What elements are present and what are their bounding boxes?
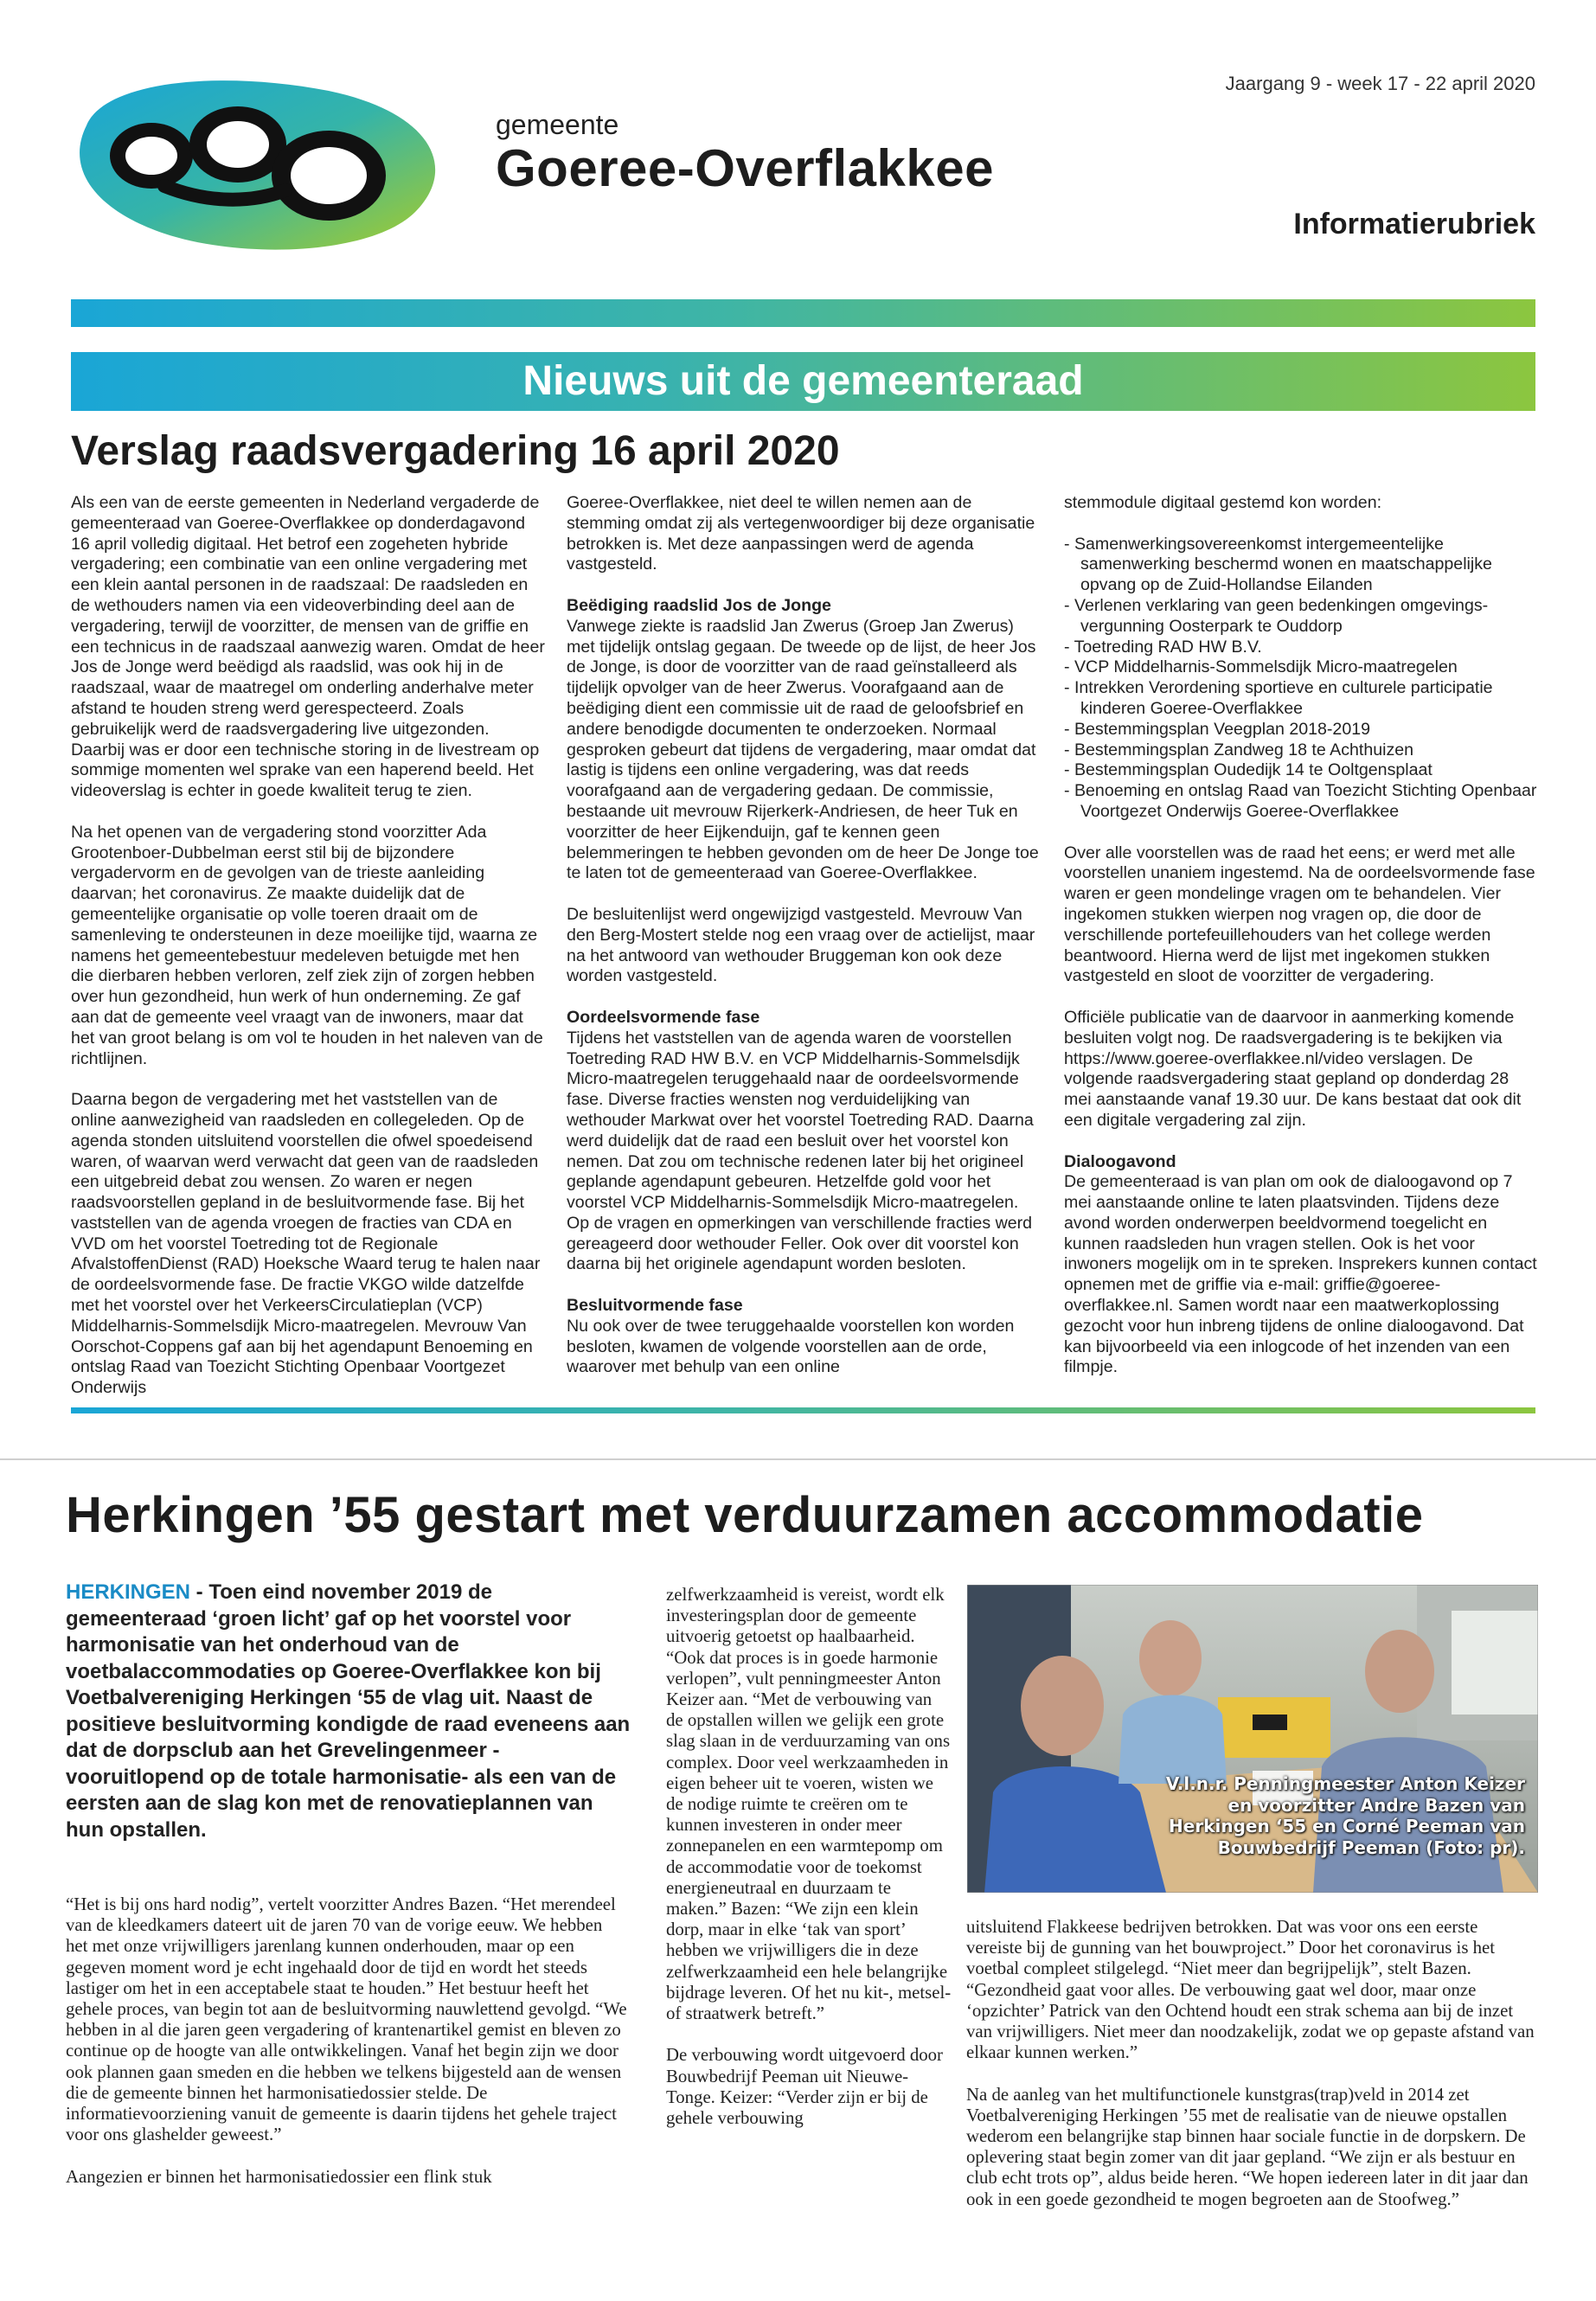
section-divider bbox=[0, 1458, 1596, 1460]
paragraph: “Het is bij ons hard nodig”, vertelt voorzitter Andres Bazen. “Het merendeel van de kleedkamers dateert uit de jaren 70 van de vorige eeuw. We hebben het met onze vrijwilligers jarenlang kunnen onderhouden, maar op een gegeven moment word je echt ingehaald door de tijd en wordt het steeds lastiger om het in een acceptabele staat te houden.” Het bestuur heeft het gehele proces, van begin tot aan de besluitvorming nauwlettend gevolgd. “We hebben in al die jaren geen vergadering of krantenartikel gemist en bleven zo continue op de hoogte van alle ontwikkelingen. Vanaf het begin zijn we door ook plannen gaan smeden en die hebben we telkens bijgesteld aan de wensen die de gemeente binnen het harmonisatiedossier stelde. De informatievoorziening vanuit de gemeente is daarin tijdens het gehele traject voor ons glashelder geweest.” bbox=[66, 1894, 627, 2145]
list-item: - Verlenen verklaring van geen bedenkingen omgevingsvergunning Oosterpark te Ouddorp bbox=[1064, 595, 1489, 636]
paragraph: stemmodule digitaal gestemd kon worden: bbox=[1064, 493, 1382, 512]
article1-column-3 bbox=[1064, 493, 1538, 1399]
paragraph: Goeree-Overflakkee, niet deel te willen nemen aan de stemming omdat zij als vertegenwoordiger bij deze organisatie betrokken is. Met deze aanpassingen werd de agenda vastgesteld. bbox=[567, 493, 1035, 574]
article2-title: Herkingen ’55 gestart met verduurzamen accommodatie bbox=[66, 1487, 1424, 1543]
list-item: - Intrekken Verordening sportieve en culturele participatie kinderen Goeree-Overflakkee bbox=[1064, 678, 1493, 718]
article1-column-2 bbox=[567, 493, 1042, 1399]
intro-text: - Toen eind november 2019 de gemeenteraad ‘groen licht’ gaf op het voorstel voor harmonisatie van het onderhoud van de voetbalaccommodaties op Goeree-Overflakkee kon bij Voetbalvereniging Herkingen ‘55 de vlag uit. Naast de positieve besluitvorming kondigde de raad eveneens aan dat de dorpsclub aan het Grevelingenmeer -vooruitlopend op de totale harmonisatie- als een van de eersten aan de slag kon met de renovatieplannen van hun opstallen. bbox=[66, 1580, 631, 1842]
paragraph: Daarna begon de vergadering met het vaststellen van de online aanwezigheid van raadsleden en collegeleden. Op de agenda stonden uitsluitend voorstellen die ofwel spoedeisend waren, of waarvan werd verwacht dat geen van de raadsleden een uitgebreid debat zou wensen. Zo waren er negen raadsvoorstellen gepland in de besluitvormende fase. Bij het vaststellen van de agenda vroegen de fracties van CDA en VVD om het voorstel Toetreding tot de Regionale AfvalstoffenDienst (RAD) Hoeksche Waard terug te halen naar de oordeelsvormende fase. De fractie VKGO wilde datzelfde met het voorstel over het VerkeersCirculatieplan (VCP) Middelharnis-Sommelsdijk Micro-maatregelen. Mevrouw Van Oorschot-Coppens gaf aan bij het agendapunt Benoeming en ontslag Raad van Toezicht Stichting Openbaar Voortgezet Onderwijs bbox=[71, 1090, 541, 1398]
org-label-small: gemeente bbox=[496, 109, 619, 140]
list-item: - Toetreding RAD HW B.V. bbox=[1064, 637, 1262, 657]
subheading: Beëdiging raadslid Jos de Jonge bbox=[567, 595, 831, 615]
paragraph: Officiële publicatie van de daarvoor in aanmerking komende besluiten volgt nog. De raadsvergadering is te bekijken via https://www.goeree-overflakkee.nl/video verslagen. De volgende raadsvergadering staat gepland op donderdag 28 mei aanstaande vanaf 19.30 uur. De kans bestaat dat ook dit een digitale vergadering zal zijn. bbox=[1064, 1007, 1522, 1130]
gradient-divider bbox=[71, 1407, 1535, 1413]
list-item: - VCP Middelharnis-Sommelsdijk Micro-maatregelen bbox=[1064, 657, 1458, 677]
paragraph: De gemeenteraad is van plan om ook de dialoogavond op 7 mei aanstaande online te laten plaatsvinden. Tijdens deze avond worden onderwerpen beeldvormend toegelicht en kunnen raadsleden hun vragen stellen. Ook is het voor inwoners mogelijk om in te spreken. Insprekers kunnen contact opnemen met de griffie via e-mail: griffie@goeree-overflakkee.nl. Samen wordt naar een maatwerkoplossing gezocht voor hun inbreng tijdens de online dialoogavond. Dat kan bijvoorbeeld via een inlogcode of het inzenden van een filmpje. bbox=[1064, 1172, 1537, 1377]
list-item: - Bestemmingsplan Oudedijk 14 te Ooltgensplaat bbox=[1064, 760, 1433, 780]
paragraph: Vanwege ziekte is raadslid Jan Zwerus (Groep Jan Zwerus) met tijdelijk ontslag gegaan. De tweede op de lijst, de heer Jos de Jonge, is door de voorzitter van de raad geïnstalleerd als tijdelijk opvolger van de heer Zwerus. Voorafgaand aan de beëdiging dient een commissie uit de raad de geloofsbrief en andere benodigde documenten te onderzoeken. Normaal gesproken gebeurt dat tijdens de vergadering, maar omdat dat lastig is tijdens een online vergadering, was dat reeds voorafgaand aan de vergadering gedaan. De commissie, bestaande uit mevrouw Rijerkerk-Andriesen, de heer Tuk en voorzitter de heer Eijkenduijn, gaf te kennen geen belemmeringen te hebben gevonden om de heer De Jonge toe te laten tot de gemeenteraad van Goeree-Overflakkee. bbox=[567, 616, 1039, 883]
issue-line: Jaargang 9 - week 17 - 22 april 2020 bbox=[1225, 73, 1535, 94]
paragraph: De verbouwing wordt uitgevoerd door Bouwbedrijf Peeman uit Nieuwe-Tonge. Keizer: “Verder zijn er bij de gehele verbouwing bbox=[666, 2045, 943, 2129]
list-item: - Bestemmingsplan Zandweg 18 te Achthuizen bbox=[1064, 740, 1414, 760]
paragraph: Over alle voorstellen was de raad het eens; er werd met alle voorstellen unaniem ingestemd. Na de oordeelsvormende fase waren er geen mondelinge vragen om te behandelen. Vier ingekomen stukken wierpen nog vragen op, die door de verschillende portefeuillehouders van het college werden beantwoord. Hierna werd de lijst met ingekomen stukken vastgesteld en sloot de voorzitter de vergadering. bbox=[1064, 843, 1535, 986]
list-item: - Bestemmingsplan Veegplan 2018-2019 bbox=[1064, 719, 1371, 739]
rubric-label: Informatierubriek bbox=[1293, 208, 1535, 240]
section-title: Nieuws uit de gemeenteraad bbox=[522, 358, 1084, 404]
photo-caption: V.l.n.r. Penningmeester Anton Keizer en voorzitter Andre Bazen van Herkingen ‘55 en Corné Peeman van Bouwbedrijf Peeman (Foto: pr). bbox=[1165, 1773, 1525, 1858]
paragraph: Na de aanleg van het multifunctionele kunstgras(trap)veld in 2014 zet Voetbalvereniging Herkingen ’55 met de realisatie van de nieuwe opstallen wederom een belangrijke stap binnen haar sociale functie in de dorpskern. De oplevering staat begin zomer van dit jaar gepland. “We zijn er als bestuur en club echt trots op”, aldus beide heren. “We hopen iedereen later in dit jaar dan ook in een goede gezondheid te mogen begroeten aan de Stoofweg.” bbox=[966, 2084, 1529, 2209]
article2-column-1 bbox=[66, 1894, 628, 2208]
subheading: Besluitvormende fase bbox=[567, 1296, 743, 1316]
paragraph: Aangezien er binnen het harmonisatiedossier een flink stuk bbox=[66, 2166, 492, 2187]
gradient-bar bbox=[71, 299, 1535, 327]
subheading: Dialoogavond bbox=[1064, 1151, 1176, 1171]
paragraph: Nu ook over de twee teruggehaalde voorstellen kon worden besloten, kwamen de volgende voorstellen aan de orde, waarover met behulp van een online bbox=[567, 1316, 1015, 1377]
article1-column-1 bbox=[71, 493, 547, 1420]
list-item: - Samenwerkingsovereenkomst intergemeentelijke samenwerking beschermd wonen en maatschappelijke opvang op de Zuid-Hollandse Eilanden bbox=[1064, 534, 1492, 595]
article2-column-2 bbox=[666, 1585, 952, 2150]
org-name: Goeree-Overflakkee bbox=[496, 139, 995, 197]
subheading: Oordeelsvormende fase bbox=[567, 1007, 760, 1027]
list-item: - Benoeming en ontslag Raad van Toezicht Stichting Openbaar Voortgezet Onderwijs Goeree-Overflakkee bbox=[1064, 781, 1537, 821]
paragraph: Tijdens het vaststellen van de agenda waren de voorstellen Toetreding RAD HW B.V. en VCP Middelharnis-Sommelsdijk Micro-maatregelen teruggehaald naar de oordeelsvormende fase. Diverse fracties wensten nog verduidelijking van wethouder Markwat over het voorstel Toetreding RAD. Daarna werd duidelijk dat de raad een besluit over het voorstel kon nemen. Dat zou om technische redenen later bij het origineel geplande agendapunt gebeuren. Hetzelfde gold voor het voorstel VCP Middelharnis-Sommelsdijk Micro-maatregelen. Op de vragen en opmerkingen van verschillende fracties werd gereageerd door wethouder Feller. Ook over dit voorstel kon daarna bij het originele agendapunt worden besloten. bbox=[567, 1028, 1034, 1274]
article2-intro bbox=[66, 1580, 637, 1843]
paragraph: Als een van de eerste gemeenten in Nederland vergaderde de gemeenteraad van Goeree-Overflakkee op donderdagavond 16 april volledig digitaal. Het betrof een zogeheten hybride vergadering; een combinatie van een online vergadering met een klein aantal personen in de raadszaal: De raadsleden en de wethouders namen via een videoverbinding deel aan de vergadering, terwijl de voorzitter, de mensen van de griffie en een technicus in de raadszaal aanwezig waren. Omdat de heer Jos de Jonge werd beëdigd als raadslid, was ook hij in de raadszaal, waar de maatregel om onderling anderhalve meter afstand te houden streng werd gerespecteerd. Zoals gebruikelijk werd de raadsvergadering live uitgezonden. Daarbij was er door een technische storing in de livestream op sommige momenten wel sprake van een haperend beeld. Het videoverslag is echter in goede kwaliteit terug te zien. bbox=[71, 493, 545, 801]
gemeente-logo bbox=[69, 74, 450, 255]
article1-title: Verslag raadsvergadering 16 april 2020 bbox=[71, 428, 840, 474]
dateline-place: HERKINGEN bbox=[66, 1580, 191, 1604]
paragraph: uitsluitend Flakkeese bedrijven betrokken. Dat was voor ons een eerste vereiste bij de gunning van het bouwproject.” Door het coronavirus is het voetbal compleet stilgelegd. “Niet meer dan begrijpelijk”, stelt Bazen. “Gezondheid gaat voor alles. De verbouwing gaat wel door, maar onze ‘opzichter’ Patrick van den Ochtend houdt een strak schema aan bij de inzet van vrijwilligers. Niet meer dan noodzakelijk, zodat we op gepaste afstand van elkaar kunnen werken.” bbox=[966, 1917, 1535, 2063]
proposal-list bbox=[1064, 535, 1538, 823]
paragraph: Na het openen van de vergadering stond voorzitter Ada Grootenboer-Dubbelman eerst stil bij de bijzondere vergadervorm en de gevolgen van de trieste aanleiding daarvan; het coronavirus. Ze maakte duidelijk dat de gemeentelijke organisatie op volle toeren draait om de samenleving te ondersteunen in deze moeilijke tijd, waarna ze namens het gemeentebestuur medeleven betuigde met hen die dierbaren hebben verloren, zelf ziek zijn of zorgen hebben over hun gezondheid, hun werk of hun onderneming. Ze gaf aan dat de gemeente veel vraagt van de inwoners, maar dat het van groot belang is om vol te houden in het naleven van de richtlijnen. bbox=[71, 822, 543, 1068]
paragraph: De besluitenlijst werd ongewijzigd vastgesteld. Mevrouw Van den Berg-Mostert stelde nog een vraag over de actielijst, maar na het antwoord van wethouder Bruggeman kon ook deze worden vastgesteld. bbox=[567, 904, 1035, 986]
paragraph: zelfwerkzaamheid is vereist, wordt elk investeringsplan door de gemeente uitvoerig getoetst op haalbaarheid. “Ook dat proces is in goede harmonie verlopen”, vult penningmeester Anton Keizer aan. “Met de verbouwing van de opstallen willen we gelijk een grote slag slaan in de verduurzaming van ons complex. Door veel werkzaamheden in eigen beheer uit te voeren, wisten we de nodige ruimte te creëren om te kunnen investeren in onder meer zonnepanelen en een warmtepomp om de accommodatie voor de toekomst energieneutraal en duurzaam te maken.” Bazen: “We zijn een klein dorp, maar in elke ‘tak van sport’ hebben we vrijwilligers die in deze zelfwerkzaamheid een hele belangrijke bijdrage leveren. Of het nu kit-, metsel- of straatwerk betreft.” bbox=[666, 1585, 952, 2024]
article2-column-3 bbox=[966, 1917, 1537, 2231]
